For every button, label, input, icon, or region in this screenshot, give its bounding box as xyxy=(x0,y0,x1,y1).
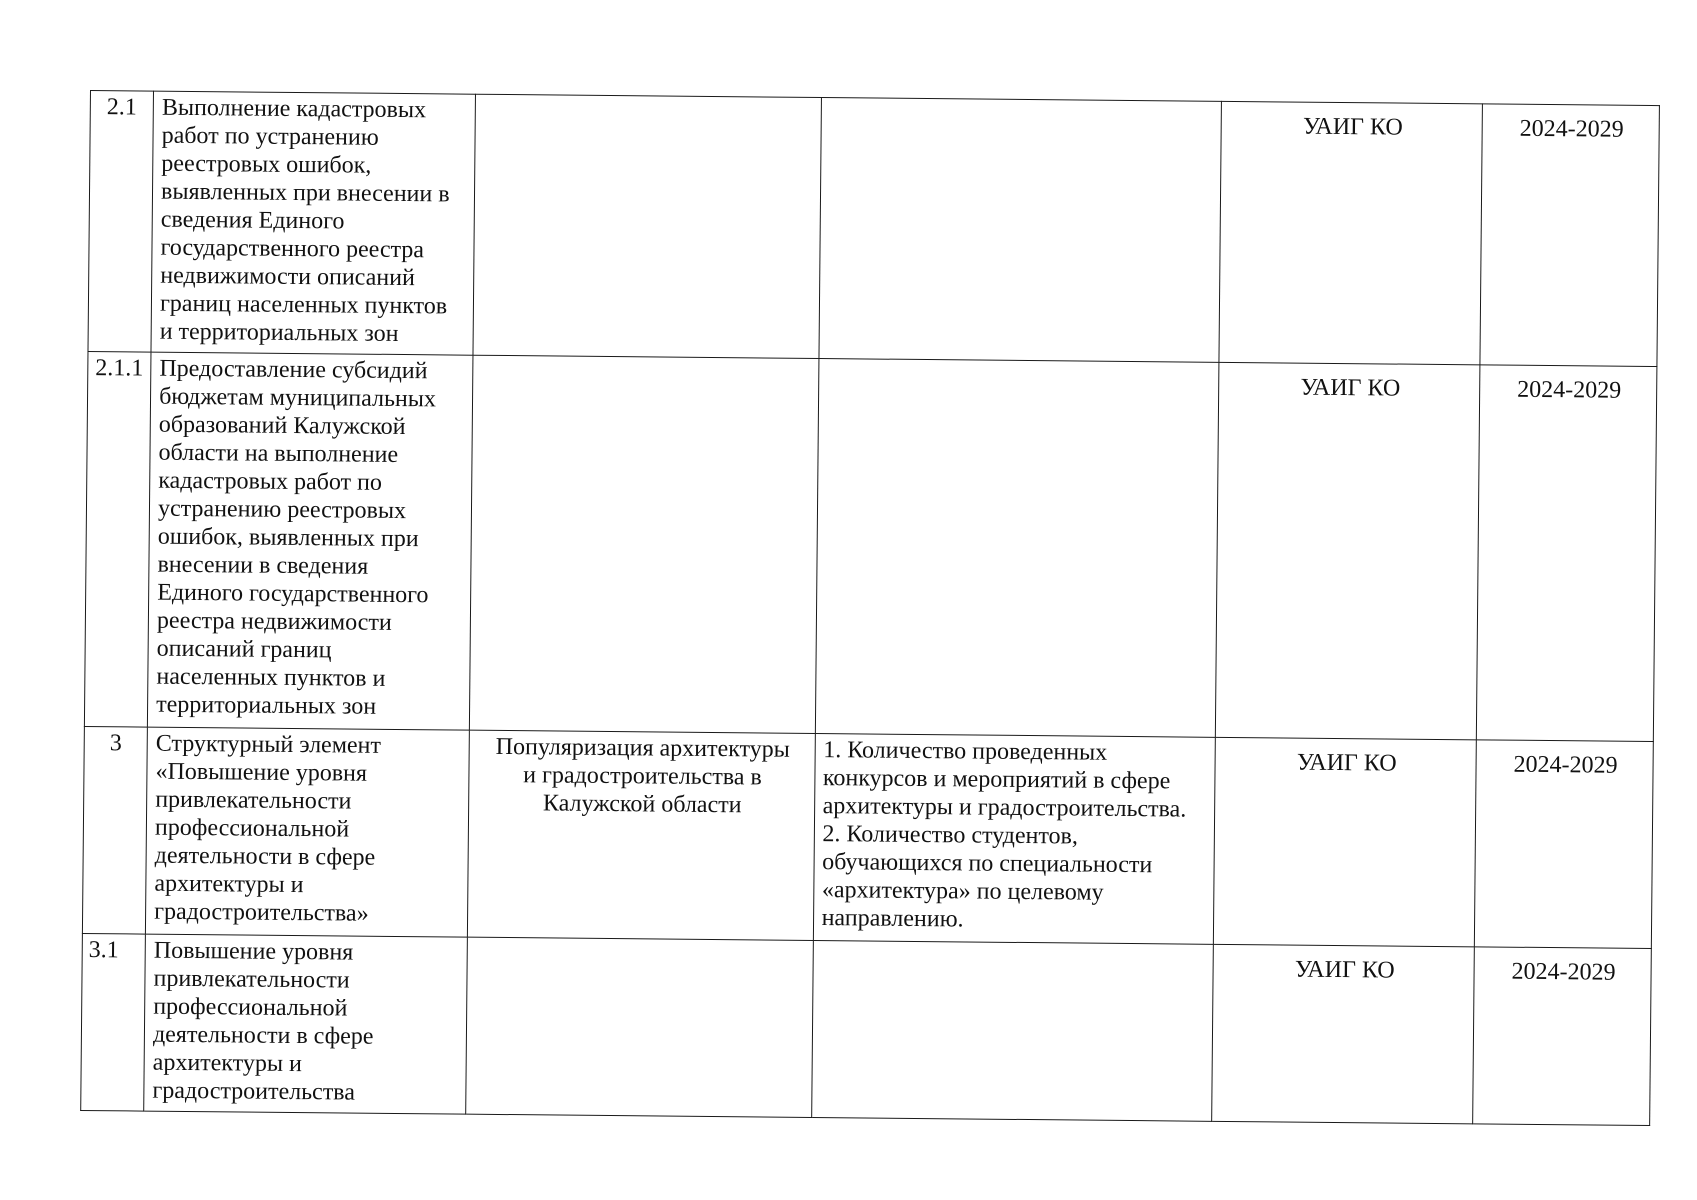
measure-name-line: реестровых ошибок, xyxy=(161,150,372,179)
measure-name-line: недвижимости описаний xyxy=(160,262,415,292)
measure-name-line: деятельности в сфере xyxy=(154,842,376,871)
measure-name-line: кадастровых работ по xyxy=(158,467,383,496)
indicator-line: архитектуры и градостроительства. xyxy=(822,793,1187,823)
indicator-cell xyxy=(815,359,1219,738)
table-row xyxy=(82,726,1653,948)
measures-table xyxy=(80,90,1660,1126)
task-line: и градостроительства в xyxy=(523,762,762,791)
responsible-cell: УАИГ КО xyxy=(1216,362,1480,739)
measure-name-line: привлекательности xyxy=(153,965,350,994)
table-row xyxy=(81,933,1652,1125)
measure-name-line: и территориальных зон xyxy=(159,318,399,347)
measure-name-cell xyxy=(147,352,472,730)
indicator-line: конкурсов и мероприятий в сфере xyxy=(822,765,1171,795)
task-cell xyxy=(469,355,819,733)
measure-name-line: градостроительства» xyxy=(154,898,369,927)
measure-name-line: образований Калужской xyxy=(158,411,406,441)
measure-name-line: ошибок, выявленных при xyxy=(157,523,419,553)
measure-name-line: выявленных при внесении в xyxy=(160,178,450,208)
period-cell: 2024-2029 xyxy=(1473,947,1652,1126)
measure-name-cell xyxy=(144,934,467,1114)
measure-name-line: границ населенных пунктов xyxy=(159,290,448,320)
responsible-cell: УАИГ КО xyxy=(1212,944,1474,1123)
task-cell xyxy=(473,94,821,358)
task-cell xyxy=(467,730,815,940)
indicator-line: направлению. xyxy=(821,905,964,933)
measure-name-line: деятельности в сфере xyxy=(152,1021,374,1050)
measure-name-cell xyxy=(151,91,475,355)
row-number: 2.1 xyxy=(88,91,154,353)
responsible-cell: УАИГ КО xyxy=(1219,101,1482,364)
measure-name-line: сведения Единого xyxy=(160,206,345,235)
measure-name-line: архитектуры и xyxy=(154,870,304,899)
task-line: Популяризация архитектуры xyxy=(495,733,790,763)
indicator-line: 1. Количество проведенных xyxy=(823,737,1108,766)
measure-name-line: государственного реестра xyxy=(160,234,425,264)
indicator-line: обучающихся по специальности xyxy=(822,849,1153,879)
measure-name-line: Единого государственного xyxy=(157,579,429,609)
row-number: 3.1 xyxy=(81,933,146,1111)
measure-name-line: «Повышение уровня xyxy=(155,758,368,787)
indicator-cell xyxy=(813,733,1216,944)
measure-name-line: градостроительства xyxy=(152,1077,356,1106)
period-cell: 2024-2029 xyxy=(1476,365,1657,742)
measure-name-line: населенных пунктов и xyxy=(156,663,386,692)
measure-name-cell xyxy=(145,727,469,937)
period-cell: 2024-2029 xyxy=(1480,104,1660,367)
measure-name-line: работ по устранению xyxy=(161,122,379,151)
indicator-cell xyxy=(819,98,1222,363)
indicator-line: 2. Количество студентов, xyxy=(822,821,1079,850)
indicator-cell xyxy=(811,940,1214,1121)
indicator-line: «архитектура» по целевому xyxy=(821,877,1104,906)
measure-name-line: области на выполнение xyxy=(158,439,399,468)
measure-name-line: профессиональной xyxy=(154,814,350,843)
responsible-cell: УАИГ КО xyxy=(1214,737,1476,946)
measure-name-line: бюджетам муниципальных xyxy=(159,383,437,413)
measure-name-line: реестра недвижимости xyxy=(156,607,392,636)
row-number: 2.1.1 xyxy=(84,351,151,727)
measure-name-line: профессиональной xyxy=(153,993,348,1022)
task-cell xyxy=(465,937,813,1117)
measure-name-line: архитектуры и xyxy=(152,1049,302,1078)
measure-name-line: устранению реестровых xyxy=(157,495,407,525)
measure-name-line: Предоставление субсидий xyxy=(159,355,428,385)
table-row xyxy=(84,351,1657,741)
measure-name-line: Выполнение кадастровых xyxy=(161,94,427,124)
measure-name-line: Повышение уровня xyxy=(153,937,354,966)
period-cell: 2024-2029 xyxy=(1474,740,1653,949)
row-number: 3 xyxy=(82,726,147,934)
measure-name-line: привлекательности xyxy=(155,786,352,815)
measure-name-line: внесении в сведения xyxy=(157,551,369,580)
measure-name-line: Структурный элемент xyxy=(155,730,382,759)
measure-name-line: территориальных зон xyxy=(156,691,377,720)
measure-name-line: описаний границ xyxy=(156,635,332,664)
task-line: Калужской области xyxy=(542,790,742,819)
table-row xyxy=(88,91,1659,367)
